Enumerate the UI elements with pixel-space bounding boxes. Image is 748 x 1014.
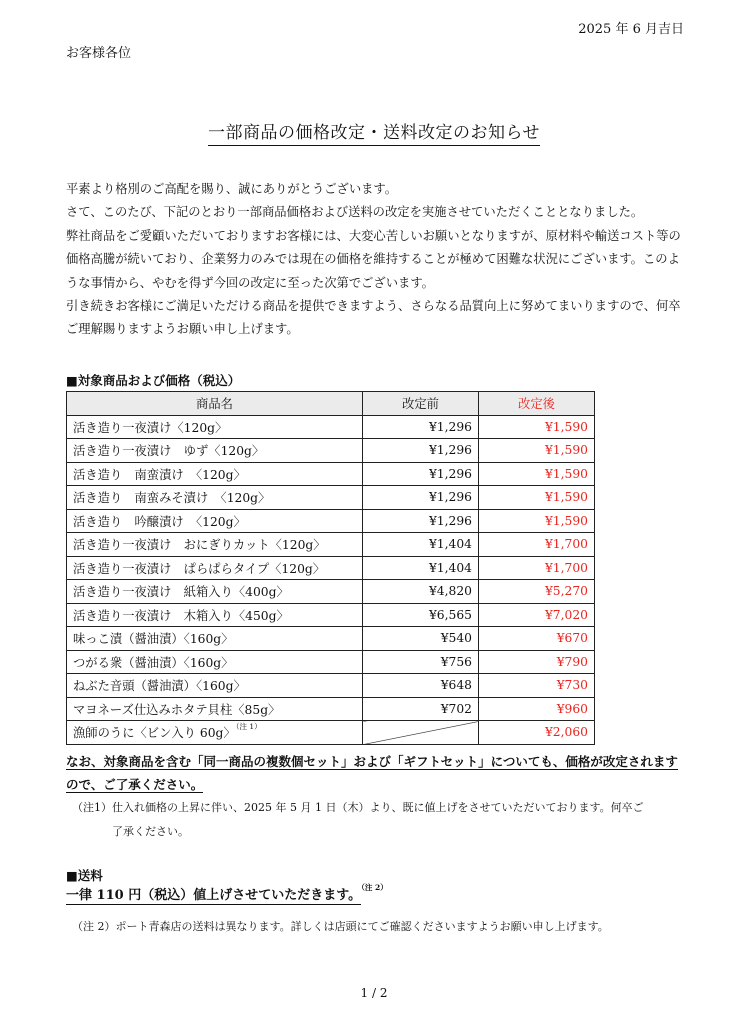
title-text: 一部商品の価格改定・送料改定のお知らせ <box>208 123 540 146</box>
product-name <box>67 697 363 721</box>
price-after: ¥1,590 <box>479 415 595 439</box>
price-before: ¥6,565 <box>363 603 479 627</box>
price-after: ¥1,700 <box>479 533 595 557</box>
price-before: ¥1,404 <box>363 556 479 580</box>
table-row <box>67 627 595 651</box>
table-row <box>67 697 595 721</box>
table-row <box>67 415 595 439</box>
price-before: ¥4,820 <box>363 580 479 604</box>
price-after: ¥1,590 <box>479 439 595 463</box>
table-row <box>67 674 595 698</box>
intro-body <box>66 178 688 342</box>
price-before: ¥540 <box>363 627 479 651</box>
notice-text: なお、対象商品を含む「同一商品の複数個セット」および「ギフトセット」についても、価格が改定されますので、ご了承ください。 <box>66 754 678 792</box>
note-1-line1: 仕入れ価格の上昇に伴い、2025 年 5 月 1 日（木）より、既に値上げをさせていただいております。何卒ご <box>112 801 644 814</box>
table-row <box>67 486 595 510</box>
product-name-text: マヨネーズ仕込みホタテ貝柱〈85g〉 <box>73 702 281 717</box>
price-before-empty <box>363 721 479 745</box>
product-name-text: 活き造り一夜漬け 紙箱入り〈400g〉 <box>73 585 289 600</box>
product-name-text: 活き造り一夜漬け 木箱入り〈450g〉 <box>73 608 289 623</box>
price-after: ¥670 <box>479 627 595 651</box>
price-before: ¥1,404 <box>363 533 479 557</box>
table-row <box>67 439 595 463</box>
price-before: ¥1,296 <box>363 439 479 463</box>
intro-paragraph: 引き続きお客様にご満足いただける商品を提供できますよう、さらなる品質向上に努めてまいりますので、何卒ご理解賜りますようお願い申し上げます。 <box>66 299 681 337</box>
price-table <box>66 391 595 745</box>
price-after: ¥7,020 <box>479 603 595 627</box>
product-name <box>67 509 363 533</box>
price-after: ¥1,700 <box>479 556 595 580</box>
price-before: ¥702 <box>363 697 479 721</box>
product-name-text: 味っこ漬（醤油漬）〈160g〉 <box>73 632 234 647</box>
product-name <box>67 556 363 580</box>
column-header-name: 商品名 <box>67 392 363 416</box>
set-price-notice <box>66 750 688 796</box>
intro-paragraph: 平素より格別のご高配を賜り、誠にありがとうございます。 <box>66 182 398 196</box>
product-name <box>67 650 363 674</box>
product-name <box>67 439 363 463</box>
note-1 <box>72 796 692 844</box>
price-before: ¥1,296 <box>363 462 479 486</box>
price-after: ¥960 <box>479 697 595 721</box>
product-name <box>67 580 363 604</box>
product-name <box>67 721 363 745</box>
price-section-title: ■対象商品および価格（税込） <box>66 373 241 388</box>
price-after: ¥1,590 <box>479 509 595 533</box>
shipping-note-ref: （注 2） <box>361 883 388 892</box>
table-row <box>67 721 595 745</box>
column-header-after: 改定後 <box>479 392 595 416</box>
product-name-text: 活き造り 南蛮みそ漬け 〈120g〉 <box>73 491 271 506</box>
product-name-text: 活き造り一夜漬け おにぎりカット〈120g〉 <box>73 538 326 553</box>
price-before: ¥1,296 <box>363 415 479 439</box>
product-name-text: つがる衆（醤油漬）〈160g〉 <box>73 655 234 670</box>
price-after: ¥2,060 <box>479 721 595 745</box>
price-before: ¥756 <box>363 650 479 674</box>
price-after: ¥5,270 <box>479 580 595 604</box>
table-row <box>67 580 595 604</box>
product-name <box>67 462 363 486</box>
table-row <box>67 462 595 486</box>
product-name <box>67 533 363 557</box>
note-2: （注 2）ポート青森店の送料は異なります。詳しくは店頭にてご確認くださいますようお願い申し上げます。 <box>72 920 609 933</box>
product-name-text: 漁師のうに〈ビン入り 60g〉 <box>73 726 236 741</box>
salutation: お客様各位 <box>66 46 132 61</box>
table-row <box>67 603 595 627</box>
shipping-statement-text: 一律 110 円（税込）値上げさせていただきます。 <box>66 888 362 903</box>
page-number: 1 / 2 <box>360 986 388 1000</box>
product-name-text: 活き造り 南蛮漬け 〈120g〉 <box>73 467 246 482</box>
note-1-label: （注1） <box>72 801 112 814</box>
note-1-line2: 了承ください。 <box>112 825 189 838</box>
shipping-statement <box>66 884 388 903</box>
price-before: ¥1,296 <box>363 486 479 510</box>
product-name-text: 活き造り一夜漬け ゆず〈120g〉 <box>73 444 265 459</box>
product-name-text: 活き造り 吟醸漬け 〈120g〉 <box>73 514 246 529</box>
price-after: ¥1,590 <box>479 486 595 510</box>
shipping-section-title: ■送料 <box>66 868 103 883</box>
column-header-before: 改定前 <box>363 392 479 416</box>
table-header-row <box>67 392 595 416</box>
table-row <box>67 533 595 557</box>
document-date: 2025 年 6 月吉日 <box>578 22 684 37</box>
footnote-ref: （注 1） <box>235 722 262 732</box>
product-name-text: 活き造り一夜漬け ぱらぱらタイプ〈120g〉 <box>73 561 326 576</box>
product-name-text: ねぶた音頭（醤油漬）〈160g〉 <box>73 679 246 694</box>
price-before: ¥1,296 <box>363 509 479 533</box>
product-name <box>67 486 363 510</box>
product-name <box>67 415 363 439</box>
document-title <box>0 118 748 143</box>
table-row <box>67 556 595 580</box>
table-row <box>67 650 595 674</box>
price-after: ¥730 <box>479 674 595 698</box>
product-name-text: 活き造り一夜漬け〈120g〉 <box>73 420 228 435</box>
price-after: ¥1,590 <box>479 462 595 486</box>
product-name <box>67 674 363 698</box>
product-name <box>67 627 363 651</box>
intro-paragraph: 弊社商品をご愛顧いただいておりますお客様には、大変心苦しいお願いとなりますが、原材料や輸送コスト等の価格高騰が続いており、企業努力のみでは現在の価格を維持することが極めて困難な状況にございます。このような事情から、やむを得ず今回の改定に至った次第でございます。 <box>66 228 681 290</box>
table-row <box>67 509 595 533</box>
product-name <box>67 603 363 627</box>
intro-paragraph: さて、このたび、下記のとおり一部商品価格および送料の改定を実施させていただくこととなりました。 <box>66 205 644 220</box>
price-before: ¥648 <box>363 674 479 698</box>
price-after: ¥790 <box>479 650 595 674</box>
